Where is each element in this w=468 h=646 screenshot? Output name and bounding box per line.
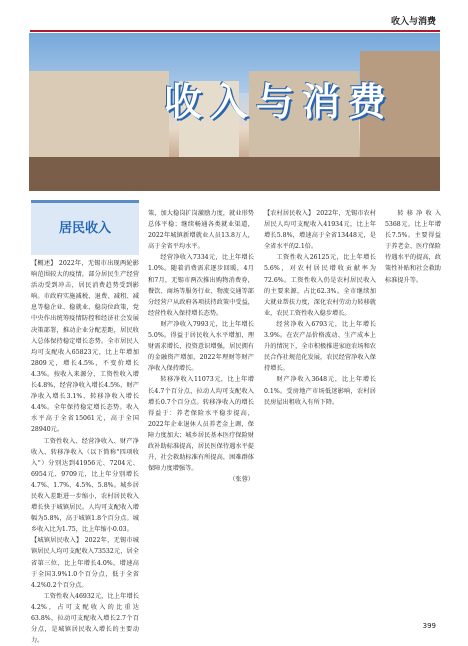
paragraph: 策，加大稳岗扩岗激励力度，就业形势总体平稳；继续畅通各类就业渠道，2022年城镇新增就业人员13.8万人，高于全省平均水平。 — [148, 210, 254, 251]
text-column-4 — [385, 208, 441, 286]
page-number: 399 — [422, 622, 436, 630]
section-title: 收入与消费 — [390, 17, 436, 27]
paragraph: 转移净收入11073元，比上年增长4.7个百分点，拉动人均可支配收入增长0.7个百分点。转移净收入的增长得益于：养老保险水平稳步提高，2022年企业退休人员养老金上调，保障力度加大；城乡居民基本医疗保险财政补助标准提高，居民医保待遇水平提升，社会救助标准有所提高，困难群体保障力度增强等。 — [148, 376, 254, 473]
paragraph: 【概述】 2022年，无锡市出现两轮影响范围较大的疫情，部分居民生产经营活动受到冲击，居民消费趋势受到影响。市政府实施减税、退费、减租、减息等稳企业、稳就业、稳岗位政策，党中央作出统筹疫情防控和经济社会发展决策部署，推动企业分配差距，居民收入总体保持稳定增长态势。全市居民人均可支配收入65823元，比上年增加2809元，增长4.5%，不变价增长4.3%。按收入来源分，工资性收入增长4.8%，经营净收入增长4.5%，财产净收入增长3.1%，转移净收入增长4.4%。全年保持稳定增长态势。收入水平高于全省15061元，高于全国28940元。 — [31, 260, 139, 434]
author-signature: （张蓉） — [229, 476, 254, 484]
text-column-1 — [31, 258, 139, 646]
subsection-label: 居民收入 — [58, 221, 111, 236]
header-rule — [30, 30, 440, 32]
banner-title: 收入与消费 — [164, 80, 395, 124]
paragraph: 工资性收入、经营净收入、财产净收入、转移净收入（以下简称"四项收入"）分别达到41956元、7204元、6954元、9709元，比上年分别增长4.7%、1.7%、4.5%、5.8%。城乡居民收入差距进一步缩小，农村居民收入增长快于城镇居民。人均可支配收入增幅为5.8%，高于城镇1.8个百分点。城乡收入比为1.75，比上年缩小0.03。 — [31, 437, 139, 534]
paragraph: 财产净收入7993元，比上年增长5.0%。得益于居民收入水平增加，理财需求增长，投资意识增强，居民拥有的金融资产增加，2022年理财等财产净收入保持增长。 — [148, 320, 254, 373]
paragraph: 经营净收入6793元，比上年增长3.9%。在农产品价格波动、生产成本上升的情况下，全市积极推进家庭农场和农民合作社规范化发展，农民经营净收入保持增长。 — [264, 320, 376, 373]
paragraph: 经营净收入7334元，比上年增长1.0%。随着消费需求逐步回暖，4月和7月，无锡市两次推出购物消费券，餐饮、商场等服务行业、物流交通等部分经营户从政府各项扶持政策中受益，经营性收入保持增长态势。 — [148, 254, 254, 317]
paragraph: 【农村居民收入】 2022年，无锡市农村居民人均可支配收入41934元，比上年增长5.8%，增速高于全省13448元，是全省水平的2.1倍。 — [264, 210, 376, 251]
paragraph: 【城镇居民收入】 2022年，无锡市城镇居民人均可支配收入73532元，居全省第三位，比上年增长4.0%，增速高于全国3.9%1.0个百分点，低于全省4.2%0.2个百分点。 — [31, 537, 139, 589]
plaza-ground — [29, 157, 440, 191]
paragraph: 工资性收入26125元，比上年增长5.6%，对农村居民增收贡献率为72.6%。工资性收入仍是农村居民收入的主要来源，占比62.3%。全市继续加大就业帮扶力度，深化农村劳动力转移就业，农民工资性收入稳步增长。 — [264, 254, 376, 317]
subsection-box — [31, 200, 139, 255]
paragraph: 转移净收入5368元，比上年增长7.5%。主要得益于养老金、医疗保险待遇水平的提高，政策性补贴和社会救助标准提升等。 — [385, 210, 441, 284]
text-column-3 — [264, 208, 376, 408]
paragraph: 工资性收入46932元，比上年增长4.2%，占可支配收入的比重达63.8%，拉动可支配收入增长2.7个百分点，是城镇居民收入增长的主要动力。 — [31, 592, 139, 645]
banner-image — [29, 33, 440, 191]
paragraph: 财产净收入3648元，比上年增长0.1%。受房地产市场低迷影响，农村居民房屋出租收入有所下降。 — [264, 376, 376, 406]
text-column-2 — [148, 208, 254, 485]
